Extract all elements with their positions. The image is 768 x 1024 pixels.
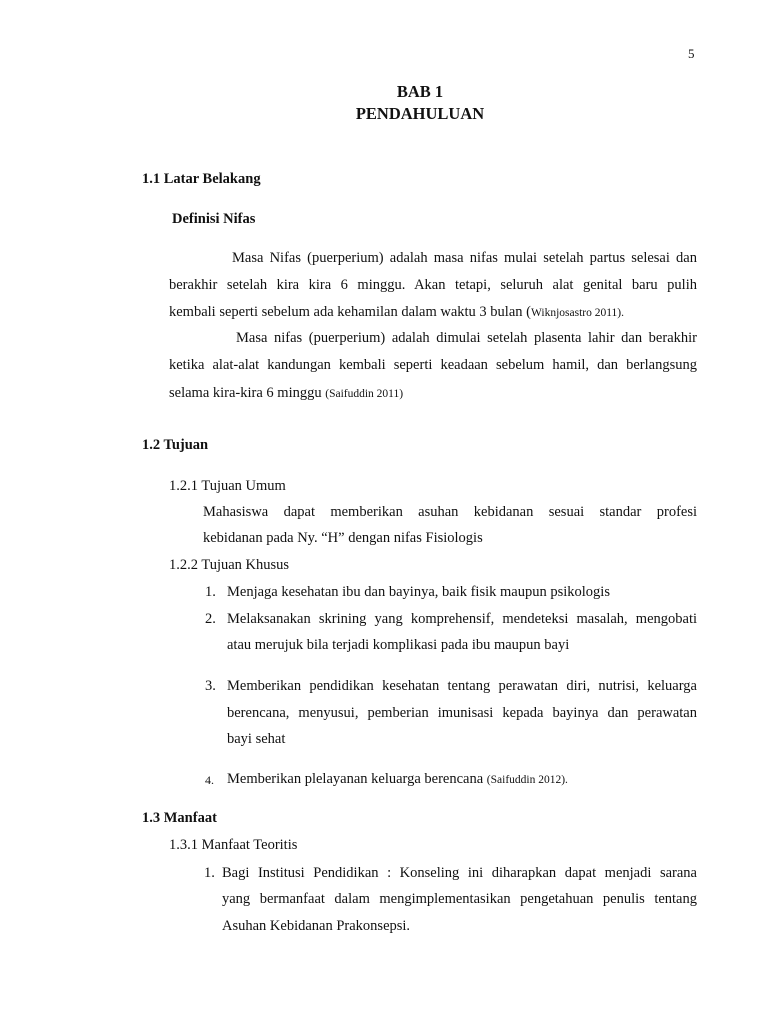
subsection-heading-1-2-1: 1.2.1 Tujuan Umum bbox=[169, 478, 286, 494]
list-item: Memberikan pendidikan kesehatan tentang perawatan diri, nutrisi, keluarga bbox=[227, 678, 697, 694]
paragraph-1-line-3: kembali seperti sebelum ada kehamilan dalam waktu 3 bulan (Wiknjosastro 2011). bbox=[169, 304, 625, 320]
subsection-heading-1-2-2: 1.2.2 Tujuan Khusus bbox=[169, 557, 290, 573]
list-number: 4. bbox=[205, 773, 214, 787]
list-item-continued: Asuhan Kebidanan Prakonsepsi. bbox=[222, 918, 411, 934]
list-number: 3. bbox=[205, 678, 216, 694]
citation: (Saifuddin 2012). bbox=[486, 774, 568, 786]
list-item-continued: atau merujuk bila terjadi komplikasi pada ibu maupun bayi bbox=[227, 637, 570, 653]
list-item-continued: bayi sehat bbox=[227, 731, 286, 747]
tujuan-umum-line-1: Mahasiswa dapat memberikan asuhan kebidanan sesuai standar profesi bbox=[203, 504, 697, 520]
list-number: 2. bbox=[205, 611, 216, 627]
paragraph-1-line-1: Masa Nifas (puerperium) adalah masa nifas mulai setelah partus selesai dan bbox=[232, 250, 697, 266]
list-number: 1. bbox=[205, 584, 216, 600]
subheading-definisi-nifas: Definisi Nifas bbox=[172, 211, 256, 227]
list-item: Bagi Institusi Pendidikan : Konseling ini diharapkan dapat menjadi sarana bbox=[222, 865, 697, 881]
paragraph-2-line-3: selama kira-kira 6 minggu (Saifuddin 2011) bbox=[169, 385, 404, 401]
tujuan-umum-line-2: kebidanan pada Ny. “H” dengan nifas Fisiologis bbox=[203, 530, 483, 546]
paragraph-1-line-2: berakhir setelah kira kira 6 minggu. Akan tetapi, seluruh alat genital baru pulih bbox=[169, 277, 697, 293]
list-item: Memberikan plelayanan keluarga berencana (Saifuddin 2012). bbox=[227, 771, 568, 787]
section-heading-1-1: 1.1 Latar Belakang bbox=[142, 171, 261, 187]
citation: (Saifuddin 2011) bbox=[325, 388, 404, 400]
section-heading-1-3: 1.3 Manfaat bbox=[142, 810, 217, 826]
paragraph-2-line-2: ketika alat-alat kandungan kembali seperti keadaan sebelum hamil, dan berlangsung bbox=[169, 357, 697, 373]
subsection-heading-1-3-1: 1.3.1 Manfaat Teoritis bbox=[169, 837, 298, 853]
citation: Wiknjosastro 2011). bbox=[530, 307, 625, 319]
list-number: 1. bbox=[204, 865, 215, 881]
list-item-continued: berencana, menyusui, pemberian imunisasi kepada bayinya dan perawatan bbox=[227, 705, 697, 721]
list-item: Melaksanakan skrining yang komprehensif, mendeteksi masalah, mengobati bbox=[227, 611, 697, 627]
chapter-title: PENDAHULUAN bbox=[355, 104, 485, 123]
paragraph-2-line-1: Masa nifas (puerperium) adalah dimulai setelah plasenta lahir dan berakhir bbox=[236, 330, 697, 346]
section-heading-1-2: 1.2 Tujuan bbox=[142, 437, 209, 453]
chapter-label: BAB 1 bbox=[396, 82, 444, 101]
list-item: Menjaga kesehatan ibu dan bayinya, baik fisik maupun psikologis bbox=[227, 584, 610, 600]
page-number: 5 bbox=[688, 46, 695, 61]
list-item-continued: yang bermanfaat dalam mengimplementasikan pengetahuan penulis tentang bbox=[222, 891, 697, 907]
